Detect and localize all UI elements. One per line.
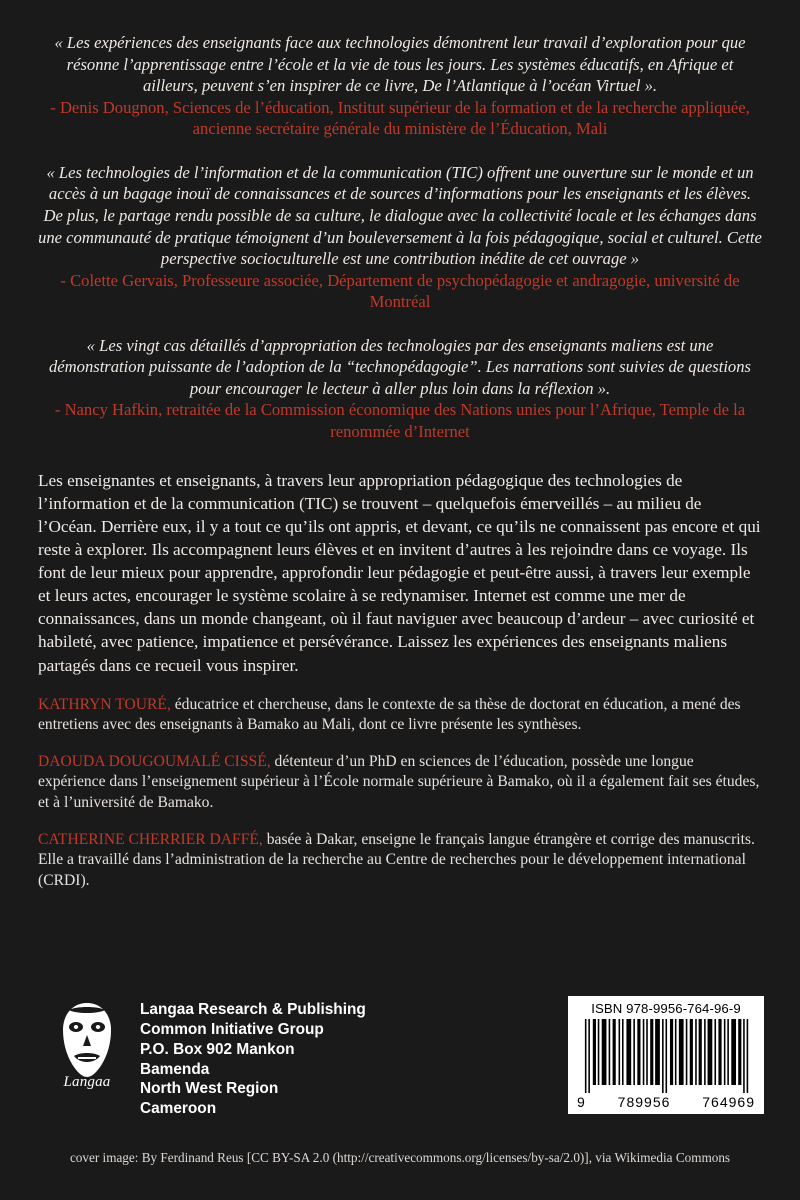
book-description: Les enseignantes et enseignants, à travers leur appropriation pédagogique des technologies de l’information et de la communication (TIC) se trouvent – quelquefois émerveillés – au milieu de l’Océan. Derrière eux, il y a tout ce qu’ils ont appris, et devant, ce qu’ils ne connaissent pas encore et qui reste à explorer. Ils accompagnent leurs élèves et en invitent d’autres à les rejoindre dans ce voyage. Ils font de leur mieux pour apprendre, approfondir leur pédagogie et peut-être aussi, à travers leur exemple et leurs actes, encourager le système scolaire à se redynamiser. Internet est comme une mer de connaissances, dans un monde changeant, où il faut naviguer avec beaucoup d’ardeur – avec curiosité et habileté, avec patience, impatience et persévérance. Laissez les expériences des enseignants maliens partagés dans ce recueil vous inspirer. [38,470,761,675]
blurb-3-quote: « Les vingt cas détaillés d’appropriation des technologies par des enseignants maliens est une démonstration puissante de l’adoption de la “technopédagogie”. Les narrations sont suivies de questions pour encourager le lecteur à aller plus loin dans la réflexion ». [49,335,751,398]
isbn-number: ISBN 978-9956-764-96-9 [591,1001,741,1016]
publisher-line-6: Cameroon [140,1100,217,1118]
author-bios [38,695,762,892]
author-text-3: basée à Dakar, enseigne le français langue étrangère et corrige des manuscrits. Elle a travaillé dans l’administration de la recherche au Centre de recherches pour le développement international (CRDI). [38,830,755,890]
publisher-line-3: P.O. Box 902 Mankon [140,1040,295,1058]
publisher-line-2: Common Initiative Group [140,1020,324,1038]
author-bio-2 [38,752,762,814]
barcode-left-digit: 9 [577,1094,586,1110]
langaa-mask-icon [56,1002,118,1078]
publisher-logo-word: Langaa [63,1074,111,1090]
barcode-group-1: 789956 [617,1094,671,1110]
blurb-3 [38,335,762,443]
author-bio-1 [38,695,762,736]
author-name-1: KATHRYN TOURÉ, [38,695,171,713]
barcode-digits [575,1093,757,1110]
author-text-2: détenteur d’un PhD en sciences de l’éducation, possède une longue expérience dans l’enseignement supérieur à l’École normale supérieure à Bamako, où il a également fait ses études, et à l’université de Bamako. [38,752,760,812]
blurb-1 [38,32,762,140]
author-text-1: éducatrice et chercheuse, dans le contexte de sa thèse de doctorat en éducation, a mené des entretiens avec des enseignants à Bamako au Mali, dont ce livre présente les synthèses. [38,695,741,734]
publisher-logo [48,1002,126,1091]
barcode-bars-icon [575,1019,757,1093]
barcode-group-2: 764969 [702,1094,755,1110]
blurb-2-attribution: - Colette Gervais, Professeure associée, Département de psychopédagogie et andragogie, université de Montréal [60,270,740,312]
blurb-1-attribution: - Denis Dougnon, Sciences de l’éducation, Institut supérieur de la formation et de la recherche appliquée, ancienne secrétaire générale du ministère de l’Éducation, Mali [50,97,750,139]
blurb-1-quote: « Les expériences des enseignants face aux technologies démontrent leur travail d’exploration pour que résonne l’apprentissage entre l’école et la vie de tous les jours. Les systèmes éducatifs, en Afrique et ailleurs, peuvent s’en inspirer de ce livre, De l’Atlantique à l’océan Virtuel ». [54,33,746,96]
isbn-barcode [568,996,764,1114]
publisher-line-5: North West Region [140,1080,279,1098]
cover-image-credit: cover image: By Ferdinand Reus [CC BY-SA 2.0 (http://creativecommons.org/licenses/by-sa/2.0)], via Wikimedia Commons [69,1150,731,1165]
author-name-3: CATHERINE CHERRIER DAFFÉ, [38,830,263,848]
publisher-address [140,1000,366,1119]
author-name-2: DAOUDA DOUGOUMALÉ CISSÉ, [38,752,271,770]
author-bio-3 [38,830,762,892]
blurb-3-attribution: - Nancy Hafkin, retraitée de la Commission économique des Nations unies pour l’Afrique, Temple de la renommée d’Internet [54,400,746,441]
blurb-2-quote: « Les technologies de l’information et de la communication (TIC) offrent une ouverture sur le monde et un accès à un bagage inouï de connaissances et de sources d’informations pour les enseignants et les élèves. De plus, le partage rendu possible de sa culture, le dialogue avec la collectivité locale et les échanges dans une communauté de pratique témoignent d’un bouleversement à la fois pédagogique, social et culturel. Cette perspective socioculturelle est une contribution inédite de cet ouvrage » [38,162,762,269]
publisher-line-4: Bamenda [140,1060,210,1078]
blurb-2 [38,162,762,313]
publisher-line-1: Langaa Research & Publishing [140,1001,366,1018]
